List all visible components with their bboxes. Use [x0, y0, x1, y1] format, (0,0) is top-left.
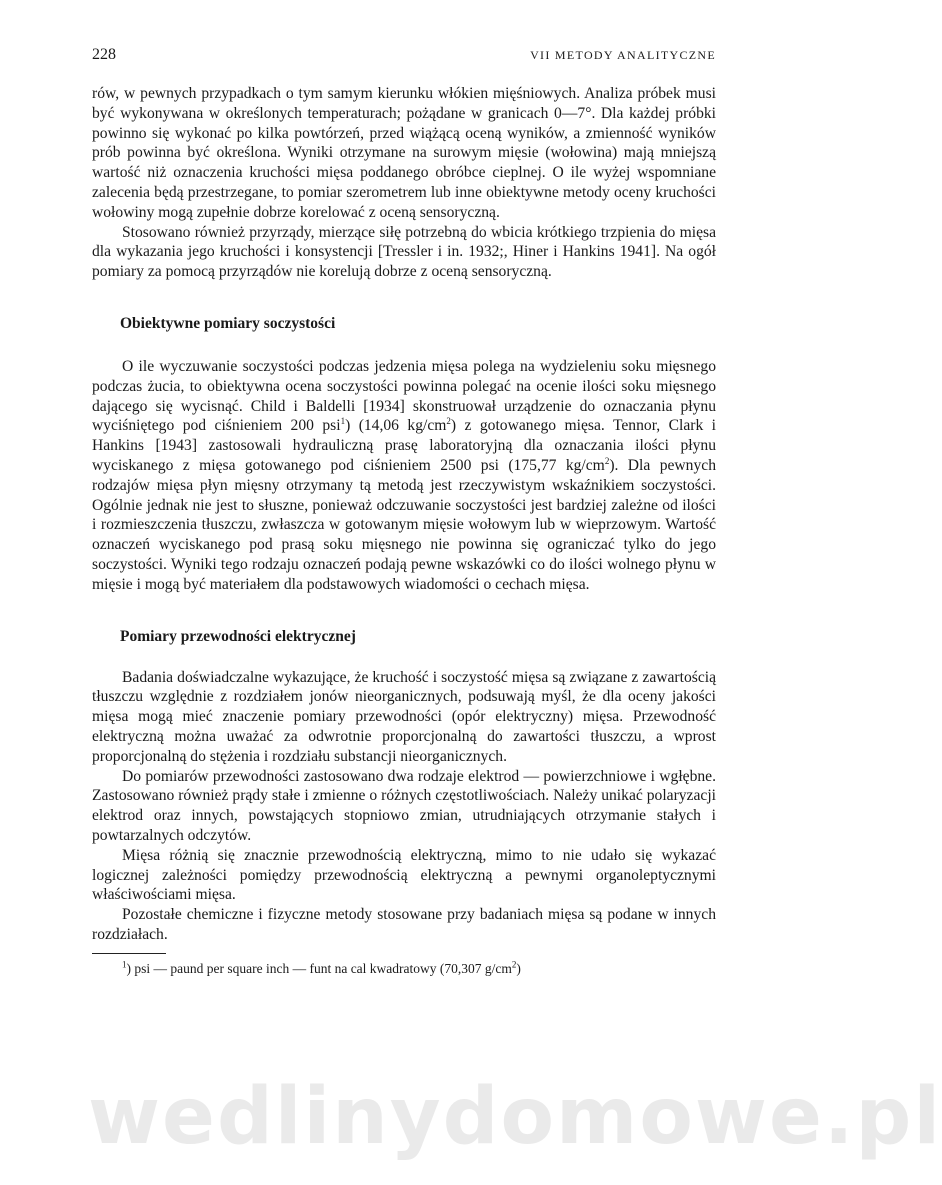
paragraph: Mięsa różnią się znacznie przewodnością elektryczną, mimo to nie udało się wykazać logicznej zależności pomiędzy przewodnością elektryczną a pewnymi organoleptycznymi właściwościami mięsa.	[92, 846, 716, 904]
footnote-ref: 1	[340, 416, 346, 427]
footnote-divider	[92, 953, 166, 954]
page-body	[92, 84, 716, 977]
running-header: VII METODY ANALITYCZNE	[530, 48, 716, 62]
page-number: 228	[92, 46, 116, 63]
paragraph: Badania doświadczalne wykazujące, że kruchość i soczystość mięsa są związane z zawartością tłuszczu względnie z rozdziałem jonów nieorganicznych, podsuwają myśl, że dla oceny jakości mięsa mogą mieć znaczenie pomiary przewodności (opór elektryczny) mięsa. Przewodność elektryczną można uważać za odwrotnie proporcjonalną do zawartości tłuszczu, a wprost proporcjonalną do stężenia i rozdziału substancji nieorganicznych.	[92, 668, 716, 765]
section-heading-juiciness: Obiektywne pomiary soczystości	[120, 314, 336, 332]
paragraph: Pozostałe chemiczne i fizyczne metody stosowane przy badaniach mięsa są podane w innych rozdziałach.	[92, 906, 716, 943]
section-heading-conductivity: Pomiary przewodności elektrycznej	[120, 627, 356, 645]
footnote: $^1$) psi — paund per square inch — funt na cal kwadratowy (70,307 $g/cm^2$)	[122, 959, 521, 976]
paragraph: Stosowano również przyrządy, mierzące siłę potrzebną do wbicia krótkiego trzpienia do mięsa dla wykazania jego kruchości i konsystencji [Tressler i in. 1932;, Hiner i Hankins 1941]. Na ogół pomiary za pomocą przyrządów nie korelują dobrze z oceną sensoryczną.	[92, 223, 716, 281]
paragraph-continued: rów, w pewnych przypadkach o tym samym kierunku włókien mięśniowych. Analiza próbek musi być wykonywana w określonych temperaturach; pożądane w granicach 0—7°. Dla każdej próbki powinno się wykonać po kilka powtórzeń, przed wiążącą oceną wyników, a zmienność wyników prób powinna być określona. Wyniki otrzymane na surowym mięsie (wołowina) mają mniejszą wartość niż oznaczenia kruchości mięsa poddanego obróbce cieplnej. O ile wyżej wspomniane zalecenia będą przestrzegane, to pomiar szerometrem lub inne obiektywne metody oceny kruchości wołowiny mogą zupełnie dobrze korelować z oceną sensoryczną.	[92, 85, 716, 221]
paragraph-juiciness: O ile wyczuwanie soczystości podczas jedzenia mięsa polega na wydzieleniu soku mięsnego podczas żucia, to obiektywna ocena soczystości powinna polegać na ocenie ilości soku mięsnego dającego się wycisnąć. Child i Baldelli [1934] skonstruował urządzenie do oznaczania płynu wyciśniętego pod ciśnieniem 200 psi$^1$) (14,06 $kg/cm^2$) z gotowanego mięsa. Tennor, Clark i Hankins [1943] zastosowali hydrauliczną prasę laboratoryjną dla oznaczania ilości płynu wyciskanego z mięsa gotowanego pod ciśnieniem 2500 psi (175,77 $kg/cm^2$). Dla pewnych rodzajów mięsa płyn mięsny otrzymany tą metodą jest rzeczywistym wskaźnikiem soczystości. Ogólnie jednak nie jest to słuszne, ponieważ odczuwanie soczystości jest bardziej zależne od ilości i rozmieszczenia tłuszczu, zwłaszcza w gotowanym mięsie wołowym lub w wieprzowym. Wartość oznaczeń wyciskanego pod prasą soku mięsnego nie powinna się ograniczać tylko do jego soczystości. Wyniki tego rodzaju oznaczeń podają pewne wskazówki co do ilości wolnego płynu w mięsie i mogą być materiałem dla podstawowych wiadomości o cechach mięsa.	[92, 357, 717, 593]
paragraph: Do pomiarów przewodności zastosowano dwa rodzaje elektrod — powierzchniowe i wgłębne. Zastosowano również prądy stałe i zmienne o różnych częstotliwościach. Należy unikać polaryzacji elektrod oraz innych, powstających stopniowo zmian, utrudniających otrzymanie stałych i powtarzalnych odczytów.	[92, 767, 716, 844]
watermark: wedlinydomowe.pl	[88, 1072, 942, 1162]
